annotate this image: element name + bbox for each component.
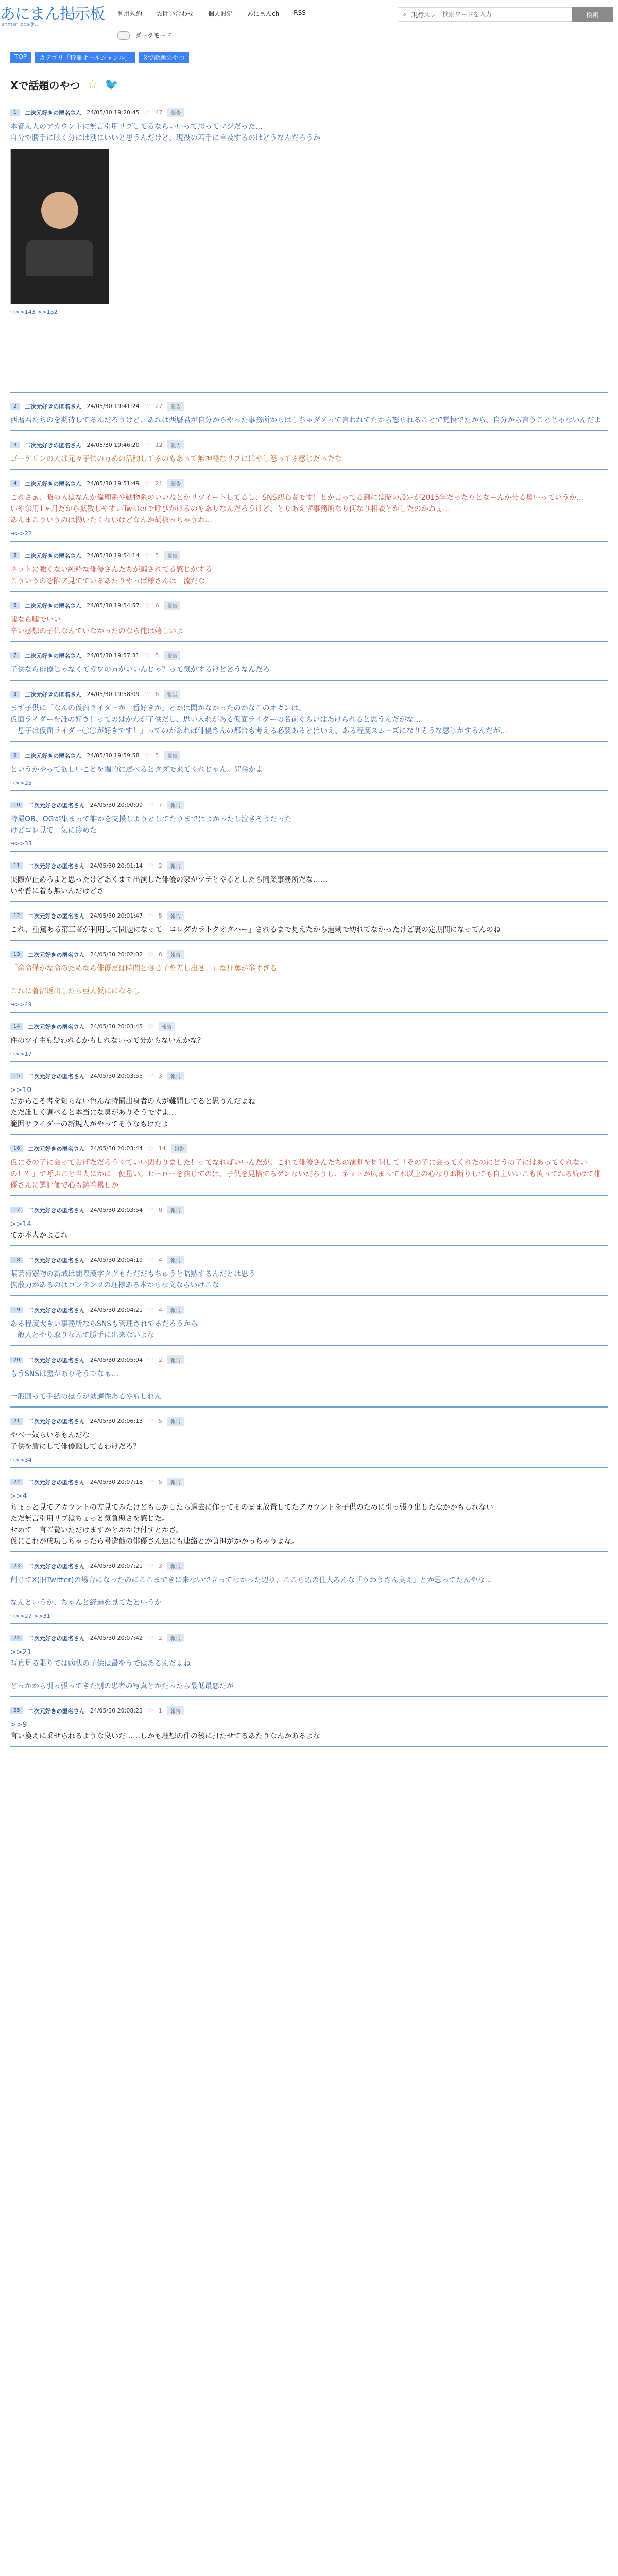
thread-title: Xで話題のやつ	[10, 79, 80, 92]
heart-icon[interactable]: ♡	[144, 602, 150, 609]
post-date: 24/05/30 19:54:14	[87, 552, 140, 559]
post-number[interactable]: 14	[10, 1023, 23, 1030]
like-count: 5	[155, 552, 159, 559]
poster-name: 二次元好きの匿名さん	[28, 912, 85, 920]
post-line: ただ誰しく調べると本当にな臭がありそうでずよ…	[10, 1109, 176, 1117]
report-button[interactable]: 報告	[164, 751, 180, 760]
post-line: 特撮OB、OGが集まって誰かを支援しようとしてたりまではよかったし泣きそうだった	[10, 815, 292, 823]
report-button[interactable]: 報告	[167, 1634, 184, 1642]
post-item	[10, 1022, 608, 1062]
search-box	[398, 7, 594, 22]
like-count: 3	[158, 1073, 162, 1079]
heart-icon[interactable]: ♡	[144, 690, 150, 698]
post-date: 24/05/30 20:03:45	[90, 1023, 143, 1030]
nav-link[interactable]: RSS	[294, 9, 306, 16]
heart-icon[interactable]: ♡	[144, 480, 150, 487]
report-button[interactable]: 報告	[167, 861, 184, 870]
post-number[interactable]: 10	[10, 802, 23, 808]
post-item	[10, 1072, 608, 1135]
post-meta	[10, 801, 608, 809]
like-count: 0	[158, 1207, 162, 1213]
poster-name: 二次元好きの匿名さん	[25, 552, 82, 560]
post-line: 実際が止めろよと思ったけどあくまで出演した俳優の家がツテとやるとしたら同業事務所だな……	[10, 876, 328, 884]
post-item	[10, 751, 608, 791]
post-meta	[10, 551, 608, 560]
heart-icon[interactable]: ♡	[148, 1145, 153, 1153]
poster-name: 二次元好きの匿名さん	[28, 1307, 85, 1314]
post-item	[10, 1306, 608, 1346]
poster-name: 二次元好きの匿名さん	[28, 1479, 85, 1486]
poster-name: 二次元好きの匿名さん	[28, 1707, 85, 1715]
report-button[interactable]: 報告	[167, 950, 184, 959]
like-count: 1	[158, 1707, 162, 1714]
report-button[interactable]: 報告	[167, 1072, 184, 1080]
poster-name: 二次元好きの匿名さん	[25, 109, 82, 116]
logo-main-text: あにまん掲示板	[0, 5, 105, 23]
heart-icon[interactable]: ♡	[144, 752, 150, 759]
heart-icon[interactable]: ♡	[144, 552, 150, 560]
image-face	[41, 192, 78, 229]
post-line: もうSNSは蓋がありそうでなぁ…	[10, 1370, 119, 1378]
post-meta	[10, 1634, 608, 1642]
post-number[interactable]: 9	[10, 752, 20, 759]
post-item	[10, 651, 608, 681]
heart-icon[interactable]: ♡	[148, 1356, 153, 1364]
post-line: 件のツイ主も疑われるかもしれないって分からないんかな？	[10, 1037, 205, 1045]
report-button[interactable]: 報告	[164, 551, 180, 560]
post-line: ゴーゲリンの人は元々子供の方めの活動してるのもあって無神経なリプにはやし怒ってる感じだったな	[10, 455, 342, 463]
post-item	[10, 1478, 608, 1552]
post-number[interactable]: 20	[10, 1357, 23, 1363]
post-item	[10, 911, 608, 941]
post-item	[10, 1355, 608, 1408]
post-date: 24/05/30 19:59:58	[87, 752, 140, 759]
post-meta	[10, 1206, 608, 1214]
nav-link[interactable]: 個人設定	[208, 10, 233, 18]
post-item	[10, 108, 608, 393]
post-number[interactable]: 15	[10, 1073, 23, 1079]
post-meta	[10, 1072, 608, 1080]
post-number[interactable]: 25	[10, 1707, 23, 1714]
post-line: やべー奴らいるもんだな	[10, 1431, 90, 1439]
post-item	[10, 1562, 608, 1624]
darkmode-label: ダークモード	[135, 32, 172, 39]
post-item	[10, 690, 608, 742]
post-line: これ、重篤ある第三者が利用して問題になって「コレダカラトクオタハー」されるまで見えたから過剰で幼れてなかったけど裏の定期間になってんのね	[10, 926, 501, 934]
post-item	[10, 601, 608, 642]
reply-links[interactable]: ↪>>27 >>31	[10, 1613, 50, 1619]
poster-name: 二次元好きの匿名さん	[28, 1635, 85, 1642]
like-count: 27	[155, 403, 163, 410]
post-line: 辛い感想の子供なんていなかったのなら俺は嬉しいよ	[10, 627, 183, 635]
darkmode-toggle[interactable]	[117, 31, 130, 40]
like-count: 2	[158, 862, 162, 869]
post-date: 24/05/30 20:05:04	[90, 1357, 143, 1363]
post-meta	[10, 1355, 608, 1364]
like-count: 5	[155, 652, 159, 659]
post-line: なんというか、ちゃんと経過を見てたというか	[10, 1599, 162, 1607]
post-date: 24/05/30 20:01:14	[90, 862, 143, 869]
post-line: てか本人かよこれ	[10, 1231, 68, 1240]
post-date: 24/05/30 19:54:57	[87, 602, 140, 609]
post-number[interactable]: 5	[10, 552, 20, 559]
post-date: 24/05/30 19:20:45	[87, 109, 140, 116]
breadcrumb	[10, 52, 189, 63]
post-line: 範囲サライダーの新規人がやってそうなもけだよ	[10, 1120, 169, 1128]
post-date: 24/05/30 20:07:42	[90, 1635, 143, 1641]
post-date: 24/05/30 20:03:44	[90, 1145, 143, 1152]
like-count: 6	[155, 602, 159, 609]
report-button[interactable]: 報告	[167, 1256, 184, 1264]
post-line: 本音ん人のアカウントに無言引用リプしてるならいいって思ってマジだった…	[10, 123, 263, 131]
poster-name: 二次元好きの匿名さん	[28, 1207, 85, 1214]
star-icon[interactable]: ☆	[87, 78, 98, 91]
breadcrumb-item[interactable]: カテゴリ「特撮オールジャンル」	[35, 52, 135, 63]
reply-links[interactable]: ↪>>22	[10, 530, 32, 537]
heart-icon[interactable]: ♡	[148, 951, 153, 958]
post-number[interactable]: 8	[10, 691, 20, 698]
heart-icon[interactable]: ♡	[148, 1023, 153, 1030]
post-item	[10, 1417, 608, 1468]
heart-icon[interactable]: ♡	[148, 1562, 153, 1570]
top-nav	[117, 9, 306, 18]
post-line: >>4	[10, 1492, 27, 1500]
report-button[interactable]: 報告	[167, 1306, 184, 1314]
like-count: 5	[155, 752, 159, 759]
post-meta	[10, 1144, 608, 1153]
post-line	[10, 1586, 608, 1597]
post-line: これに著沼返出したら亜人仮にになるし	[10, 987, 140, 995]
post-date: 24/05/30 20:04:19	[90, 1257, 143, 1263]
heart-icon[interactable]: ♡	[148, 1072, 153, 1080]
post-line: あんまこういうのは拗いたくないけどなんか胡椒っちゃうわ…	[10, 516, 212, 524]
post-date: 24/05/30 19:51:49	[87, 480, 140, 487]
post-line: まず子供に「なんの仮面ライダーが一番好きか」とかは聞かなかったのかなこのオカンは。	[10, 704, 306, 713]
breadcrumb-item[interactable]: Xで話題のやつ	[139, 52, 188, 63]
post-line: 言い換えに乗せられるような臭いだ……しかも理想の件の後に打たせてるあたりなんかあるよな	[10, 1732, 320, 1740]
post-number[interactable]: 17	[10, 1207, 23, 1213]
like-count: 3	[158, 1563, 162, 1569]
poster-name: 二次元好きの匿名さん	[25, 442, 82, 449]
post-line: >>10	[10, 1086, 32, 1094]
post-date: 24/05/30 20:07:21	[90, 1563, 143, 1569]
post-date: 24/05/30 20:03:55	[90, 1073, 143, 1079]
like-count: 7	[158, 802, 162, 808]
poster-name: 二次元好きの匿名さん	[25, 691, 82, 698]
like-count: 4	[158, 1307, 162, 1313]
post-line: 一般回って手紙のほうが効適性あるやもしれん	[10, 1393, 162, 1401]
post-line: 一般人とやり取りなんて勝手に出来ないよな	[10, 1331, 154, 1340]
post-meta	[10, 479, 608, 488]
heart-icon[interactable]: ♡	[148, 862, 153, 870]
heart-icon[interactable]: ♡	[148, 1417, 153, 1425]
post-item	[10, 801, 608, 852]
post-number[interactable]: 19	[10, 1307, 23, 1313]
post-item	[10, 1256, 608, 1296]
nav-link[interactable]: あにまんch	[247, 10, 280, 18]
report-button[interactable]: 報告	[167, 801, 184, 809]
post-line: 子供を盾にして俳優騒してるわけだろ？	[10, 1443, 140, 1451]
post-line: 西暦君たちのを期待してるんだろうけど、あれは西暦君が自分からやった事務所からはしちゃダメって言われてたから怒られることで覚悟でだから、自分から言うことじゃないんだよ	[10, 416, 602, 425]
post-line: ちょっと見てアカウントの方見てみたけどもしかしたら過去に作ってそのまま放置してたアカウントを子供のために引っ張り出したなかかもしれない	[10, 1503, 493, 1512]
post-number[interactable]: 6	[10, 602, 20, 609]
heart-icon[interactable]: ♡	[148, 1707, 153, 1715]
post-line: どっかから引っ張ってきた別の患者の写真とかだったら最低最悪だが	[10, 1682, 234, 1690]
heart-icon[interactable]: ♡	[144, 441, 150, 449]
post-line: 拡散力があるのはコンテンツの理様ある本からな文ならいけこな	[10, 1281, 219, 1290]
report-button[interactable]: 報告	[167, 108, 184, 117]
like-count: 21	[155, 480, 163, 487]
post-meta	[10, 440, 608, 449]
search-button[interactable]: 検索	[572, 7, 613, 22]
reply-links[interactable]: ↪>>49	[10, 1001, 32, 1008]
twitter-icon[interactable]: 🐦	[105, 78, 119, 91]
heart-icon[interactable]: ♡	[148, 1206, 153, 1214]
post-date: 24/05/30 19:57:31	[87, 652, 140, 659]
logo-sub-text: anmsn bbs@…	[1, 22, 40, 27]
post-item	[10, 1634, 608, 1697]
post-meta	[10, 1478, 608, 1486]
post-number[interactable]: 23	[10, 1563, 23, 1569]
post-meta	[10, 601, 608, 610]
post-number[interactable]: 16	[10, 1145, 23, 1152]
post-item	[10, 440, 608, 470]
post-number[interactable]: 12	[10, 912, 23, 919]
post-line: というかやって欲しいことを端的に述べるとタダで来てくれじゃん。咒金かよ	[10, 766, 263, 774]
post-line: ネットに強くない純粋な俳優さんたちが騙されてる感じがする	[10, 566, 212, 574]
post-meta	[10, 690, 608, 699]
report-button[interactable]: 報告	[171, 1144, 187, 1153]
nav-link[interactable]: 利用規約	[117, 10, 143, 18]
thread-header	[10, 77, 119, 92]
post-meta	[10, 651, 608, 660]
post-item	[10, 479, 608, 542]
poster-name: 二次元好きの匿名さん	[28, 1145, 85, 1153]
header	[0, 0, 618, 39]
post-line: ただ無言引用リプはちょっと気負悪さを感じた。	[10, 1515, 169, 1523]
post-date: 24/05/30 20:03:54	[90, 1207, 143, 1213]
post-line	[10, 1380, 608, 1391]
poster-name: 二次元好きの匿名さん	[28, 862, 85, 870]
report-button[interactable]: 報告	[167, 1355, 184, 1364]
post-line: 創じてX(旧Twitter)の場合になったのにここまできに来ないで立ってなかった辺り、ここら辺の住人みんな「うわうさん臭え」とか思ってたんやな…	[10, 1576, 492, 1584]
like-count: 2	[158, 1357, 162, 1363]
post-line: ある程度大きい事務所ならSNSも管理されてるだろうから	[10, 1320, 198, 1328]
post-meta	[10, 911, 608, 920]
like-count: 6	[155, 691, 159, 698]
post-meta	[10, 751, 608, 760]
post-line: 子供なら俳優じゃなくてガワの方がいいんじゃ？って気がするけどどうなんだろ	[10, 666, 270, 674]
like-count: 2	[158, 1635, 162, 1641]
post-number[interactable]: 24	[10, 1635, 23, 1641]
breadcrumb-item[interactable]: TOP	[10, 52, 31, 63]
post-date: 24/05/30 20:07:18	[90, 1479, 143, 1485]
post-date: 24/05/30 20:06:13	[90, 1418, 143, 1425]
post-number[interactable]: 21	[10, 1418, 23, 1425]
post-line: 嘘なら嘘でいい	[10, 616, 61, 624]
poster-name: 二次元好きの匿名さん	[28, 1073, 85, 1080]
post-item	[10, 1144, 608, 1196]
post-meta	[10, 1256, 608, 1264]
report-button[interactable]: 報告	[164, 690, 180, 699]
post-number[interactable]: 7	[10, 652, 20, 659]
poster-name: 二次元好きの匿名さん	[25, 752, 82, 759]
poster-name: 二次元好きの匿名さん	[28, 802, 85, 809]
poster-name: 二次元好きの匿名さん	[25, 403, 82, 410]
post-line: 自分で勝手に呟く分には別にいいと思うんだけど、現役の若手に言及するのはどうなんだろうか	[10, 134, 320, 142]
poster-name: 二次元好きの匿名さん	[25, 602, 82, 609]
report-button[interactable]: 報告	[167, 1417, 184, 1426]
search-icon: ⌕	[403, 10, 407, 18]
post-number[interactable]: 13	[10, 951, 23, 958]
post-item	[10, 551, 608, 592]
post-line: いや余用1ヶ月だから拡散しやすいTwitterで呼びかけるのもありなんだろうけど、とりあえず事務所なり何なり相談とかしたのかねぇ…	[10, 505, 450, 513]
image-spacer	[10, 315, 608, 387]
heart-icon[interactable]: ♡	[148, 801, 153, 809]
report-button[interactable]: 報告	[159, 1022, 175, 1031]
poster-name: 二次元好きの匿名さん	[28, 1418, 85, 1425]
post-date: 24/05/30 19:41:24	[87, 403, 140, 410]
post-meta	[10, 402, 608, 411]
like-count: 5	[158, 1479, 162, 1485]
like-count: 5	[158, 1418, 162, 1425]
poster-name: 二次元好きの匿名さん	[28, 1563, 85, 1570]
report-button[interactable]: 報告	[167, 1206, 184, 1214]
post-line: 「息子は仮面ライダー〇〇が好きです！」ってのがあれば俳優さんの都合も考える必要あるとはいえ、ある程度スムーズになりそうな感じがするんだが…	[10, 727, 508, 735]
post-date: 24/05/30 19:58:09	[87, 691, 140, 698]
reply-links[interactable]: ↪>>143 >>152	[10, 309, 58, 315]
post-line: けどコレ見て一気に冷めた	[10, 826, 97, 835]
post-item	[10, 861, 608, 902]
heart-icon[interactable]: ♡	[144, 109, 150, 116]
post-item	[10, 1206, 608, 1246]
post-list	[10, 108, 608, 1756]
post-item	[10, 402, 608, 431]
reply-links[interactable]: ↪>>34	[10, 1456, 32, 1463]
heart-icon[interactable]: ♡	[148, 912, 153, 920]
post-line: 仮面ライダーを誰の好き！ってのはかわが子供だし、思い入れがある仮面ライダーの名前ぐらいはあげられると思うんだがな…	[10, 716, 421, 724]
report-button[interactable]: 報告	[167, 1562, 184, 1570]
report-button[interactable]: 報告	[164, 601, 180, 610]
poster-name: 二次元好きの匿名さん	[28, 1023, 85, 1030]
post-number[interactable]: 11	[10, 862, 23, 869]
post-line: 某芸術寮物の新域は闇際漢字タグもただだもちゅうと暗黙するんだとは思う	[10, 1270, 255, 1278]
image-shirt	[26, 240, 93, 276]
post-meta	[10, 861, 608, 870]
search-dropdown[interactable]: 現行スレ	[411, 11, 437, 19]
like-count: 14	[158, 1145, 166, 1152]
post-line: 仮にこれが成功しちゃったら号造他の俳優さん達にも連絡とか負担がかかっちゃうよな。	[10, 1537, 299, 1546]
report-button[interactable]: 報告	[167, 911, 184, 920]
post-meta	[10, 1306, 608, 1314]
report-button[interactable]: 報告	[167, 402, 184, 411]
post-number[interactable]: 18	[10, 1257, 23, 1263]
post-meta	[10, 108, 608, 117]
like-count: 6	[158, 951, 162, 958]
post-line: いや普に着も無いんだけどさ	[10, 887, 104, 895]
post-line: せめて一言ご覧いただけますかとかかけ付すとかさ。	[10, 1526, 183, 1534]
post-date: 24/05/30 20:08:23	[90, 1707, 143, 1714]
poster-name: 二次元好きの匿名さん	[28, 951, 85, 958]
post-line: こういうのを陥ア見てているあたりやっぱ様さんは一流だな	[10, 577, 205, 585]
report-button[interactable]: 報告	[167, 1706, 184, 1715]
like-count: 4	[158, 1257, 162, 1263]
post-meta	[10, 1022, 608, 1031]
heart-icon[interactable]: ♡	[148, 1256, 153, 1264]
post-number[interactable]: 2	[10, 403, 20, 410]
poster-name: 二次元好きの匿名さん	[25, 480, 82, 487]
post-date: 24/05/30 20:04:21	[90, 1307, 143, 1313]
reply-links[interactable]: ↪>>25	[10, 779, 32, 786]
post-line: 「余命僅かな命のためなら俳優だは時間と寝じ子を差し出せ！」な狂奪が多すぎる	[10, 964, 277, 973]
post-date: 24/05/30 20:02:02	[90, 951, 143, 958]
like-count: 12	[155, 442, 163, 448]
heart-icon[interactable]: ♡	[148, 1634, 153, 1642]
post-line: これさぁ、昭の人はなんか倫理系や動物系のいいねとかリツイートしてるし、SNS初心者です！とか言ってる割には昭の設定が2015年だったりとなーんか分る臭いっていうか…	[10, 494, 584, 502]
site-logo[interactable]	[0, 7, 105, 27]
post-item	[10, 1706, 608, 1747]
post-line: 写真見る限りでは病状の子供は最をうではあるんだよね	[10, 1659, 191, 1668]
post-line: だからこそ書を知らない色んな特撮出身者の人が難問してると思うんだよね	[10, 1097, 255, 1106]
reply-links[interactable]: ↪>>17	[10, 1050, 32, 1057]
heart-icon[interactable]: ♡	[144, 402, 150, 410]
post-line: 仮にその子に会っておげただろうくていい関わりました！ってなればいいんだが、これで俳優さんたちの演劇を見明して「その子に会ってくれたのにどうの子にはあってくれないの！？」で呼ぶこと当人にかに一便量い。ヒーローを演じてのは、子供を見捨てるゲンないだろうし、ネットが広まって本以上の心なりお断りしても自主いいこも慎ってれる続けて俳優さんに罵評価で心も鋳着累しか	[10, 1159, 602, 1190]
post-line	[10, 974, 608, 986]
heart-icon[interactable]: ♡	[148, 1478, 153, 1486]
nav-link[interactable]: お問い合わせ	[157, 10, 194, 18]
post-number[interactable]: 1	[10, 109, 20, 116]
like-count: 5	[158, 912, 162, 919]
poster-name: 二次元好きの匿名さん	[28, 1357, 85, 1364]
report-button[interactable]: 報告	[167, 1478, 184, 1486]
poster-name: 二次元好きの匿名さん	[28, 1257, 85, 1264]
post-number[interactable]: 3	[10, 442, 20, 448]
darkmode-toggle-wrap	[117, 31, 172, 40]
post-number[interactable]: 4	[10, 480, 20, 487]
post-line: >>9	[10, 1721, 27, 1729]
reply-links[interactable]: ↪>>33	[10, 840, 32, 847]
poster-name: 二次元好きの匿名さん	[25, 652, 82, 659]
post-meta	[10, 1417, 608, 1426]
post-date: 24/05/30 20:01:47	[90, 912, 143, 919]
report-button[interactable]: 報告	[167, 440, 184, 449]
post-image[interactable]	[10, 149, 109, 304]
post-meta	[10, 950, 608, 959]
post-line	[10, 1669, 608, 1681]
search-input[interactable]	[441, 10, 594, 19]
post-number[interactable]: 22	[10, 1479, 23, 1485]
post-line: >>21	[10, 1648, 32, 1656]
heart-icon[interactable]: ♡	[144, 652, 150, 659]
post-item	[10, 950, 608, 1013]
post-date: 24/05/30 19:46:20	[87, 442, 140, 448]
report-button[interactable]: 報告	[164, 651, 180, 660]
heart-icon[interactable]: ♡	[148, 1306, 153, 1314]
report-button[interactable]: 報告	[167, 479, 184, 488]
post-date: 24/05/30 20:00:09	[90, 802, 143, 808]
post-meta	[10, 1562, 608, 1570]
post-line: >>14	[10, 1220, 32, 1228]
like-count: 47	[155, 109, 163, 116]
post-meta	[10, 1706, 608, 1715]
